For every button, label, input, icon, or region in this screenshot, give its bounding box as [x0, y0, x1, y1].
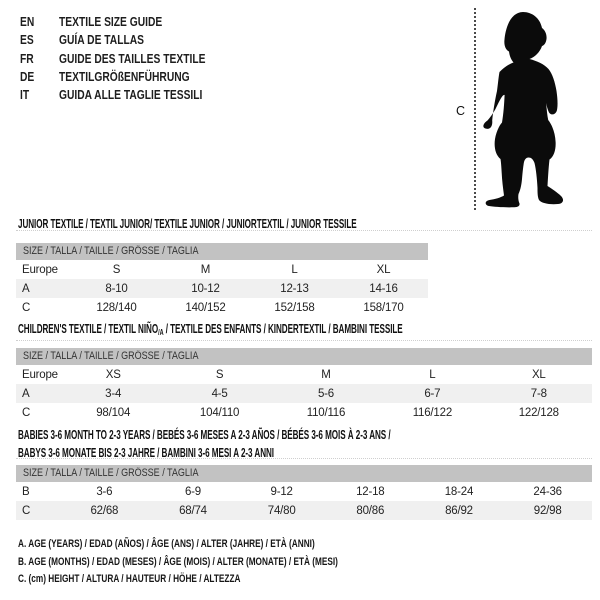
table-cell: 152/158: [274, 301, 315, 314]
junior-table: [16, 260, 428, 317]
language-title: GUIDE DES TAILLES TEXTILE: [59, 50, 206, 66]
row-label: B: [22, 485, 30, 498]
table-cell: 92/98: [503, 501, 592, 520]
children-section-heading: CHILDREN'S TEXTILE / TEXTIL NIÑO/A / TEXTILE DES ENFANTS / KINDERTEXTIL / BAMBINI TESSILE: [18, 322, 403, 337]
table-cell: 24-36: [533, 485, 562, 498]
table-cell: 6-9: [184, 485, 201, 498]
table-cell: 8-10: [72, 279, 161, 298]
table-row-age: [16, 279, 428, 298]
language-code: EN: [20, 14, 35, 29]
table-cell: 158/170: [363, 301, 404, 314]
table-row-height: [16, 403, 592, 422]
row-label: C: [22, 301, 31, 314]
language-code: DE: [20, 68, 35, 84]
language-title: GUÍA DE TALLAS: [59, 32, 145, 48]
language-title: TEXTILGRÖßENFÜHRUNG: [59, 68, 190, 84]
footnote-c: C. (cm) HEIGHT / ALTURA / HAUTEUR / HÖHE / ALTEZZA: [18, 573, 241, 585]
footnote-a: A. AGE (YEARS) / EDAD (AÑOS) / ÂGE (ANS) / ALTER (JAHRE) / ETÀ (ANNI): [18, 538, 315, 550]
table-cell: L: [429, 368, 436, 381]
footnote-b: B. AGE (MONTHS) / EDAD (MESES) / ÂGE (MOIS) / ALTER (MONATE) / ETÀ (MESI): [18, 555, 338, 568]
row-label: A: [16, 279, 72, 298]
junior-section-heading: JUNIOR TEXTILE / TEXTIL JUNIOR/ TEXTILE JUNIOR / JUNIORTEXTIL / JUNIOR TESSILE: [18, 217, 357, 231]
table-row-europe: [16, 260, 428, 279]
table-cell: 128/140: [96, 301, 137, 314]
table-cell: 12-18: [356, 485, 385, 498]
table-cell: 68/74: [149, 501, 238, 520]
table-cell: 122/128: [518, 406, 559, 419]
language-row-en: [20, 13, 244, 31]
section-divider-rule: [16, 458, 592, 459]
row-label: C: [16, 501, 60, 520]
table-cell: XS: [105, 368, 121, 381]
table-cell: 116/122: [412, 406, 453, 419]
table-row-height: [16, 501, 592, 520]
children-size-table: [16, 348, 592, 422]
section-divider-rule: [16, 230, 592, 231]
table-cell: 110/116: [306, 406, 346, 419]
section-divider-rule: [16, 340, 592, 341]
table-cell: 10-12: [161, 279, 250, 298]
table-cell: 86/92: [415, 501, 504, 520]
table-cell: L: [291, 263, 298, 276]
table-cell: 14-16: [339, 279, 428, 298]
table-cell: 9-12: [270, 485, 293, 498]
table-cell: S: [112, 263, 121, 276]
row-label: C: [22, 406, 31, 419]
baby-silhouette-icon: [478, 8, 578, 208]
footnotes: [18, 536, 445, 589]
table-cell: 18-24: [444, 485, 474, 498]
language-list: [20, 13, 244, 104]
row-label: Europe: [22, 368, 58, 381]
table-cell: 80/86: [326, 501, 415, 520]
language-code: FR: [20, 50, 34, 66]
table-cell: 140/152: [185, 301, 226, 314]
language-row-it: [20, 86, 244, 104]
heading-subscript: /A: [158, 327, 164, 337]
size-header-bar: SIZE / TALLA / TAILLE / GRÖSSE / TAGLIA: [16, 243, 428, 260]
row-label: Europe: [22, 263, 58, 276]
table-cell: XL: [531, 368, 546, 381]
height-measure-dotted-line: [474, 8, 476, 210]
table-cell: 62/68: [60, 501, 149, 520]
table-cell: 98/104: [96, 406, 131, 419]
table-cell: 3-4: [60, 384, 166, 403]
table-cell: M: [321, 368, 331, 381]
size-header-bar: SIZE / TALLA / TAILLE / GRÖSSE / TAGLIA: [16, 465, 592, 482]
language-row-fr: [20, 50, 244, 68]
babies-section-heading: BABIES 3-6 MONTH TO 2-3 YEARS / BEBÉS 3-6 MESES A 2-3 AÑOS / BÉBÉS 3-6 MOIS À 2-3 ANS / BABYS 3-6 MONATE BIS 2-3 JAHRE / BAMBINI 3-6 MESI A 2-3 ANNI: [18, 428, 391, 460]
table-row-months: [16, 482, 592, 501]
table-cell: 12-13: [250, 279, 339, 298]
table-cell: 5-6: [273, 384, 379, 403]
size-header-bar: SIZE / TALLA / TAILLE / GRÖSSE / TAGLIA: [16, 348, 592, 365]
table-row-europe: [16, 365, 592, 384]
table-cell: M: [200, 263, 211, 276]
table-row-height: [16, 298, 428, 317]
language-row-es: [20, 31, 244, 49]
junior-size-table: [16, 243, 428, 317]
table-cell: 3-6: [96, 485, 113, 498]
table-cell: S: [215, 368, 224, 381]
table-cell: 104/110: [199, 406, 240, 419]
babies-size-table: [16, 465, 592, 520]
table-cell: 7-8: [486, 384, 592, 403]
table-cell: 4-5: [166, 384, 272, 403]
table-cell: XL: [376, 263, 391, 276]
table-row-age: [16, 384, 592, 403]
language-title: TEXTILE SIZE GUIDE: [59, 14, 163, 29]
language-title: GUIDA ALLE TAGLIE TESSILI: [59, 87, 203, 103]
row-label: A: [16, 384, 60, 403]
language-code: ES: [20, 32, 34, 48]
language-row-de: [20, 68, 244, 86]
table-cell: 74/80: [237, 501, 326, 520]
language-code: IT: [20, 87, 30, 103]
height-measure-label: C: [456, 104, 466, 118]
babies-table: [16, 482, 592, 520]
children-table: [16, 365, 592, 422]
table-cell: 6-7: [379, 384, 485, 403]
